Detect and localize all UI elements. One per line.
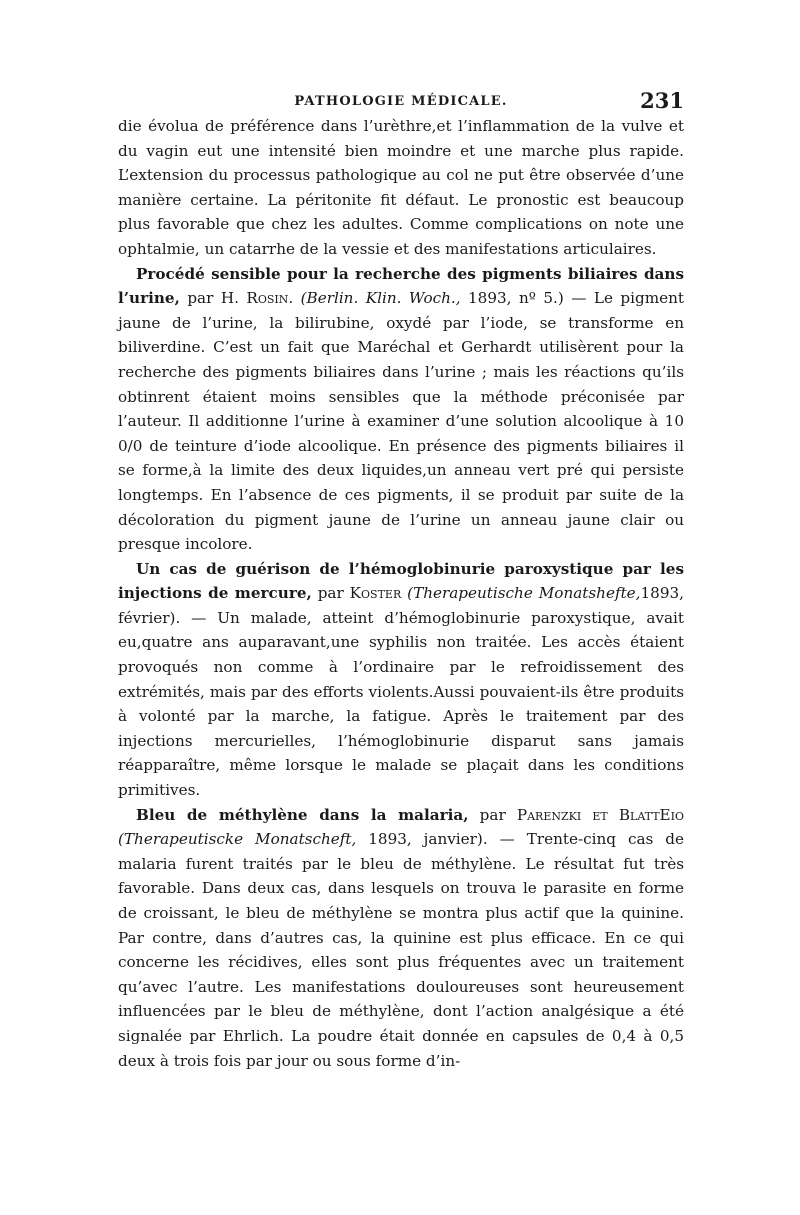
abstract-body: Trente-cinq cas de malaria furent traités par le bleu de méthylène. Le résultat fut très favorable. Dans deux cas, dans lesquels on trouva le parasite en forme de croissant, le bleu de méthylène se montra plus actif que la quinine. Par contre, dans d’autres cas, la quinine est plus efficace. En ce qui concerne les récidives, elles sont plus fréquentes avec un traitement qu’avec l’autre. Les manifestations douloureuses sont heureusement influencées par le bleu de méthylène, dont l’action analgésique a été signalée par Ehrlich. La poudre était donnée en capsules de 0,4 à 0,5 deux à trois fois par jour ou sous forme d’in- <box>118 830 684 1070</box>
abstract-title: Bleu de méthylène dans la malaria, <box>136 805 469 824</box>
abstract-by: par <box>179 289 221 308</box>
running-title: PATHOLOGIE MÉDICALE. <box>294 94 508 109</box>
abstract-source: (Therapeutische Monatshefte, <box>401 584 641 603</box>
abstract-rosin <box>118 262 684 557</box>
abstract-body: Un malade, atteint d’hémoglobinurie paroxystique, avait eu,quatre ans auparavant,une syphilis non traitée. Les accès étaient provoqués non comme à l’ordinaire par le refroidissement des extrémités, mais par des efforts violents.Aussi pouvaient-ils être produits à volonté par la marche, la fatigue. Après le traitement par des injections mercurielles, l’hémoglobinurie disparut sans jamais réapparaître, même lorsque le malade se plaçait dans les conditions primitives. <box>118 608 684 800</box>
abstract-source: (Therapeutiscke Monatscheft, <box>118 830 357 849</box>
abstract-koster <box>118 557 684 803</box>
abstract-by: par <box>311 584 350 603</box>
abstract-source: (Berlin. Klin. Woch., <box>293 289 461 308</box>
abstract-author: Koster <box>349 584 402 603</box>
abstract-author: H. Rosin. <box>220 289 294 308</box>
running-head <box>118 88 684 114</box>
abstract-title: Un cas de guérison de l’hémoglobinurie paroxystique par les injections de mercure, <box>118 559 684 603</box>
paragraph-body: die évolua de préférence dans l’urèthre,et l’inflammation de la vulve et du vagin eut une intensité bien moindre et une marche plus rapide. L’extension du processus pathologique au col ne put être observée d’une manière certaine. La péritonite fit défaut. Le pronostic est beaucoup plus favorable que chez les adultes. Comme complications on note une ophtalmie, un catarrhe de la vessie et des manifestations articulaires. <box>118 117 684 258</box>
abstract-title: Procédé sensible pour la recherche des pigments biliaires dans l’urine, <box>118 264 684 308</box>
abstract-by: par <box>468 805 517 824</box>
abstract-source-rest: 1893, janvier). — <box>356 830 515 849</box>
abstract-parenzki <box>118 803 684 1074</box>
paragraph-continuation <box>118 114 684 262</box>
abstract-body: Le pigment jaune de l’urine, la bilirubine, oxydé par l’iode, se transforme en biliverdine. C’est un fait que Maréchal et Gerhardt utilisèrent pour la recherche des pigments biliaires dans l’urine ; mais les réactions qu’ils obtinrent étaient moins sensibles que la méthode préconisée par l’auteur. Il additionne l’urine à examiner d’une solution alcoolique à 10 0/0 de teinture d’iode alcoolique. En présence des pigments biliaires il se forme,à la limite des deux liquides,un anneau vert pré qui persiste longtemps. En l’absence de ces pigments, il se produit par suite de la décoloration du pigment jaune de l’urine un anneau jaune clair ou presque incolore. <box>118 289 684 554</box>
abstract-author: Parenzki et BlattEio <box>516 805 684 824</box>
page-number: 231 <box>640 88 684 113</box>
abstract-source-rest: 1893, février). — <box>118 584 684 627</box>
abstract-source-rest: 1893, nº 5.) — <box>460 289 587 308</box>
page <box>118 88 684 1073</box>
